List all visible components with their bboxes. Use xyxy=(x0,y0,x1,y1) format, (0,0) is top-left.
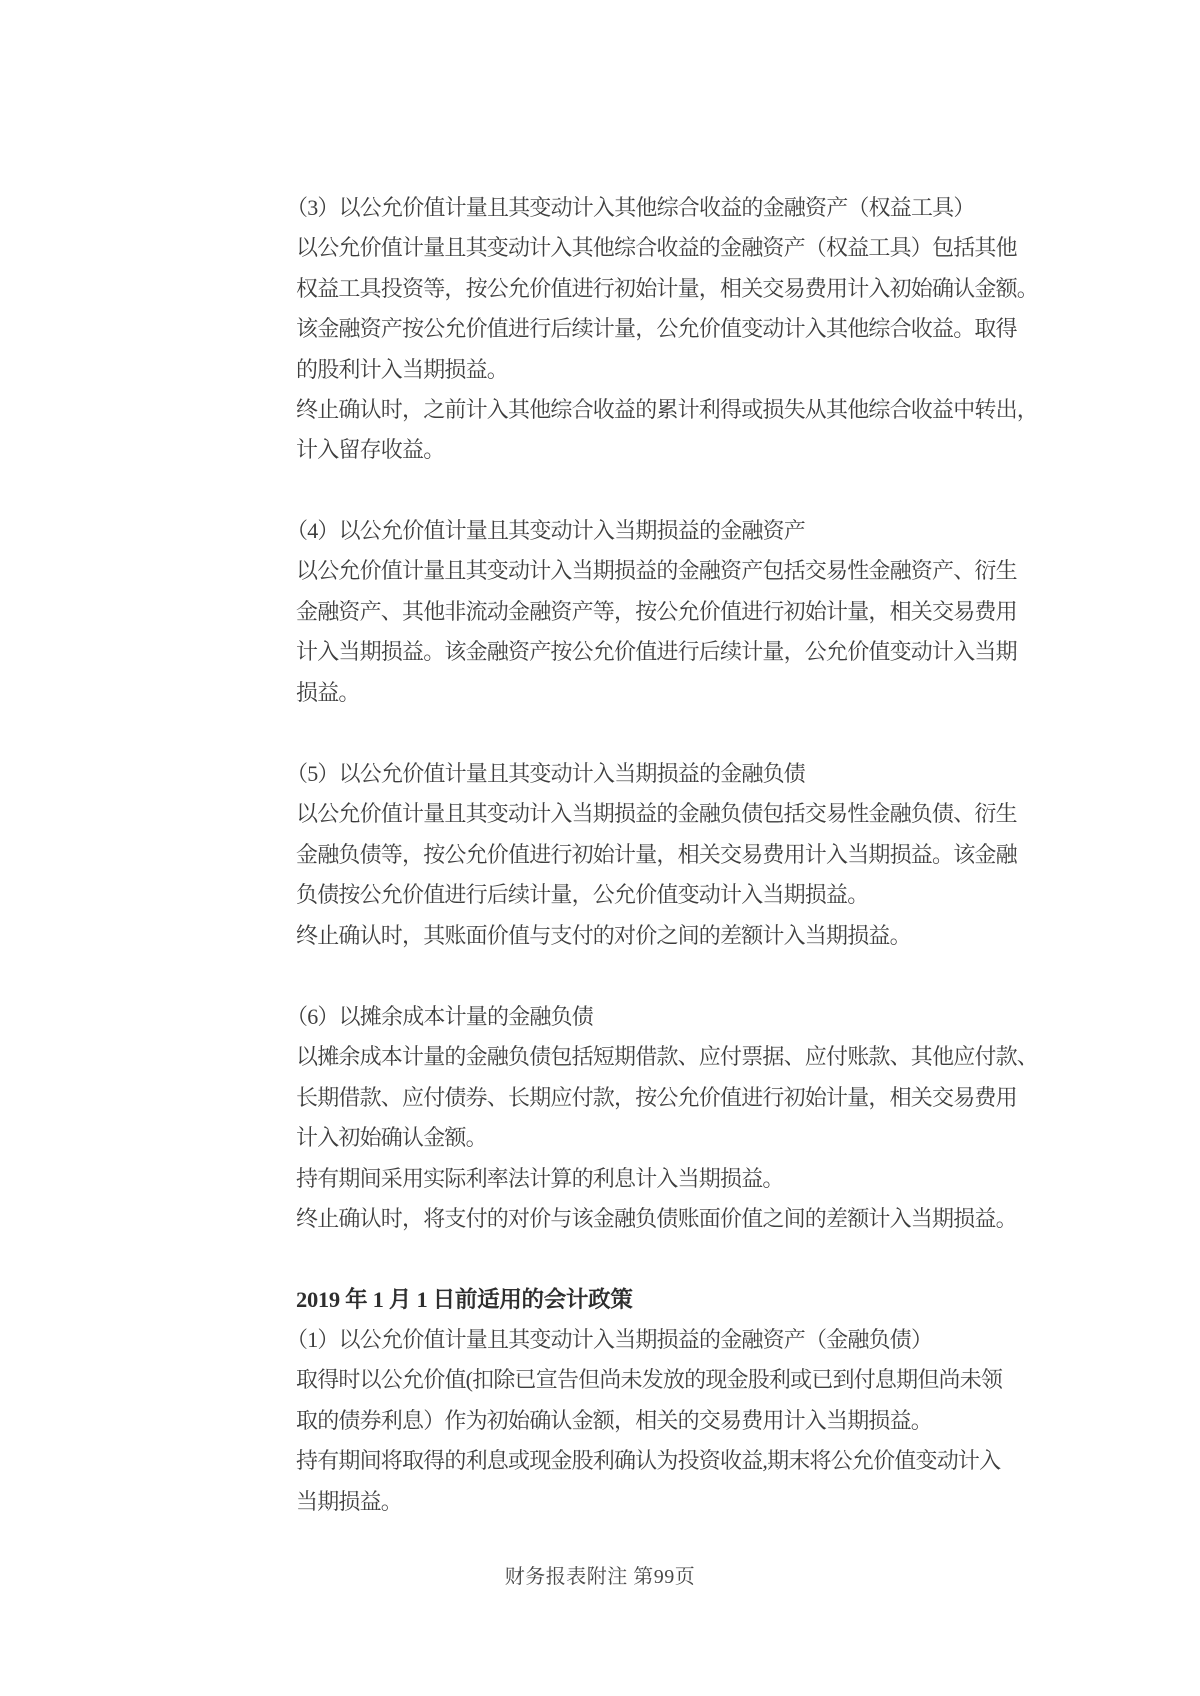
section-4-title: （4）以公允价值计量且其变动计入当期损益的金融资产 xyxy=(286,518,806,543)
text-line: 损益。 xyxy=(296,679,360,705)
text-line: 持有期间将取得的利息或现金股利确认为投资收益,期末将公允价值变动计入 xyxy=(296,1448,1001,1474)
text-line: 以公允价值计量且其变动计入当期损益的金融资产包括交易性金融资产、衍生 xyxy=(296,558,1017,584)
text-line: 取得时以公允价值(扣除已宣告但尚未发放的现金股利或已到付息期但尚未领 xyxy=(296,1367,1003,1393)
text-line: 长期借款、应付债券、长期应付款，按公允价值进行初始计量，相关交易费用 xyxy=(296,1084,1017,1110)
text-line: 终止确认时，将支付的对价与该金融负债账面价值之间的差额计入当期损益。 xyxy=(296,1205,1017,1231)
text-line: 以摊余成本计量的金融负债包括短期借款、应付票据、应付账款、其他应付款、 xyxy=(296,1044,1039,1070)
section-item-3 xyxy=(286,188,1039,471)
section-6-title: （6）以摊余成本计量的金融负债 xyxy=(286,1004,594,1029)
text-line: 的股利计入当期损益。 xyxy=(296,356,509,382)
text-line: 金融负债等，按公允价值进行初始计量，相关交易费用计入当期损益。该金融 xyxy=(296,841,1017,867)
text-line: 权益工具投资等，按公允价值进行初始计量，相关交易费用计入初始确认金额。 xyxy=(296,275,1039,301)
policy-period-heading: 2019 年 1 月 1 日前适用的会计政策 xyxy=(296,1287,633,1312)
text-line: 以公允价值计量且其变动计入当期损益的金融负债包括交易性金融负债、衍生 xyxy=(296,801,1017,827)
text-line: 该金融资产按公允价值进行后续计量，公允价值变动计入其他综合收益。取得 xyxy=(296,316,1017,342)
text-line: 终止确认时，之前计入其他综合收益的累计利得或损失从其他综合收益中转出， xyxy=(296,396,1039,422)
page-footer: 财务报表附注 第99页 xyxy=(504,1566,696,1588)
text-line: 终止确认时，其账面价值与支付的对价之间的差额计入当期损益。 xyxy=(296,922,911,948)
text-line: 当期损益。 xyxy=(296,1488,403,1514)
text-line: 取的债券利息）作为初始确认金额，相关的交易费用计入当期损益。 xyxy=(296,1407,933,1433)
text-line: 金融资产、其他非流动金融资产等，按公允价值进行初始计量，相关交易费用 xyxy=(296,598,1017,624)
section-3-title: （3）以公允价值计量且其变动计入其他综合收益的金融资产（权益工具） xyxy=(286,195,975,220)
text-line: 计入初始确认金额。 xyxy=(296,1125,487,1151)
text-line: 计入留存收益。 xyxy=(296,437,445,463)
section-item-4 xyxy=(286,511,1020,713)
section-5-title: （5）以公允价值计量且其变动计入当期损益的金融负债 xyxy=(286,761,806,786)
text-line: 负债按公允价值进行后续计量，公允价值变动计入当期损益。 xyxy=(296,882,869,908)
text-line: 持有期间采用实际利率法计算的利息计入当期损益。 xyxy=(296,1165,784,1191)
text-line: 以公允价值计量且其变动计入其他综合收益的金融资产（权益工具）包括其他 xyxy=(296,235,1017,261)
text-line: 计入当期损益。该金融资产按公允价值进行后续计量，公允价值变动计入当期 xyxy=(296,639,1017,665)
section-legacy-item-1 xyxy=(286,1320,1020,1522)
section-item-6 xyxy=(286,997,1039,1239)
section-item-5 xyxy=(286,754,1020,956)
legacy-section-title: （1）以公允价值计量且其变动计入当期损益的金融资产（金融负债） xyxy=(286,1327,933,1352)
